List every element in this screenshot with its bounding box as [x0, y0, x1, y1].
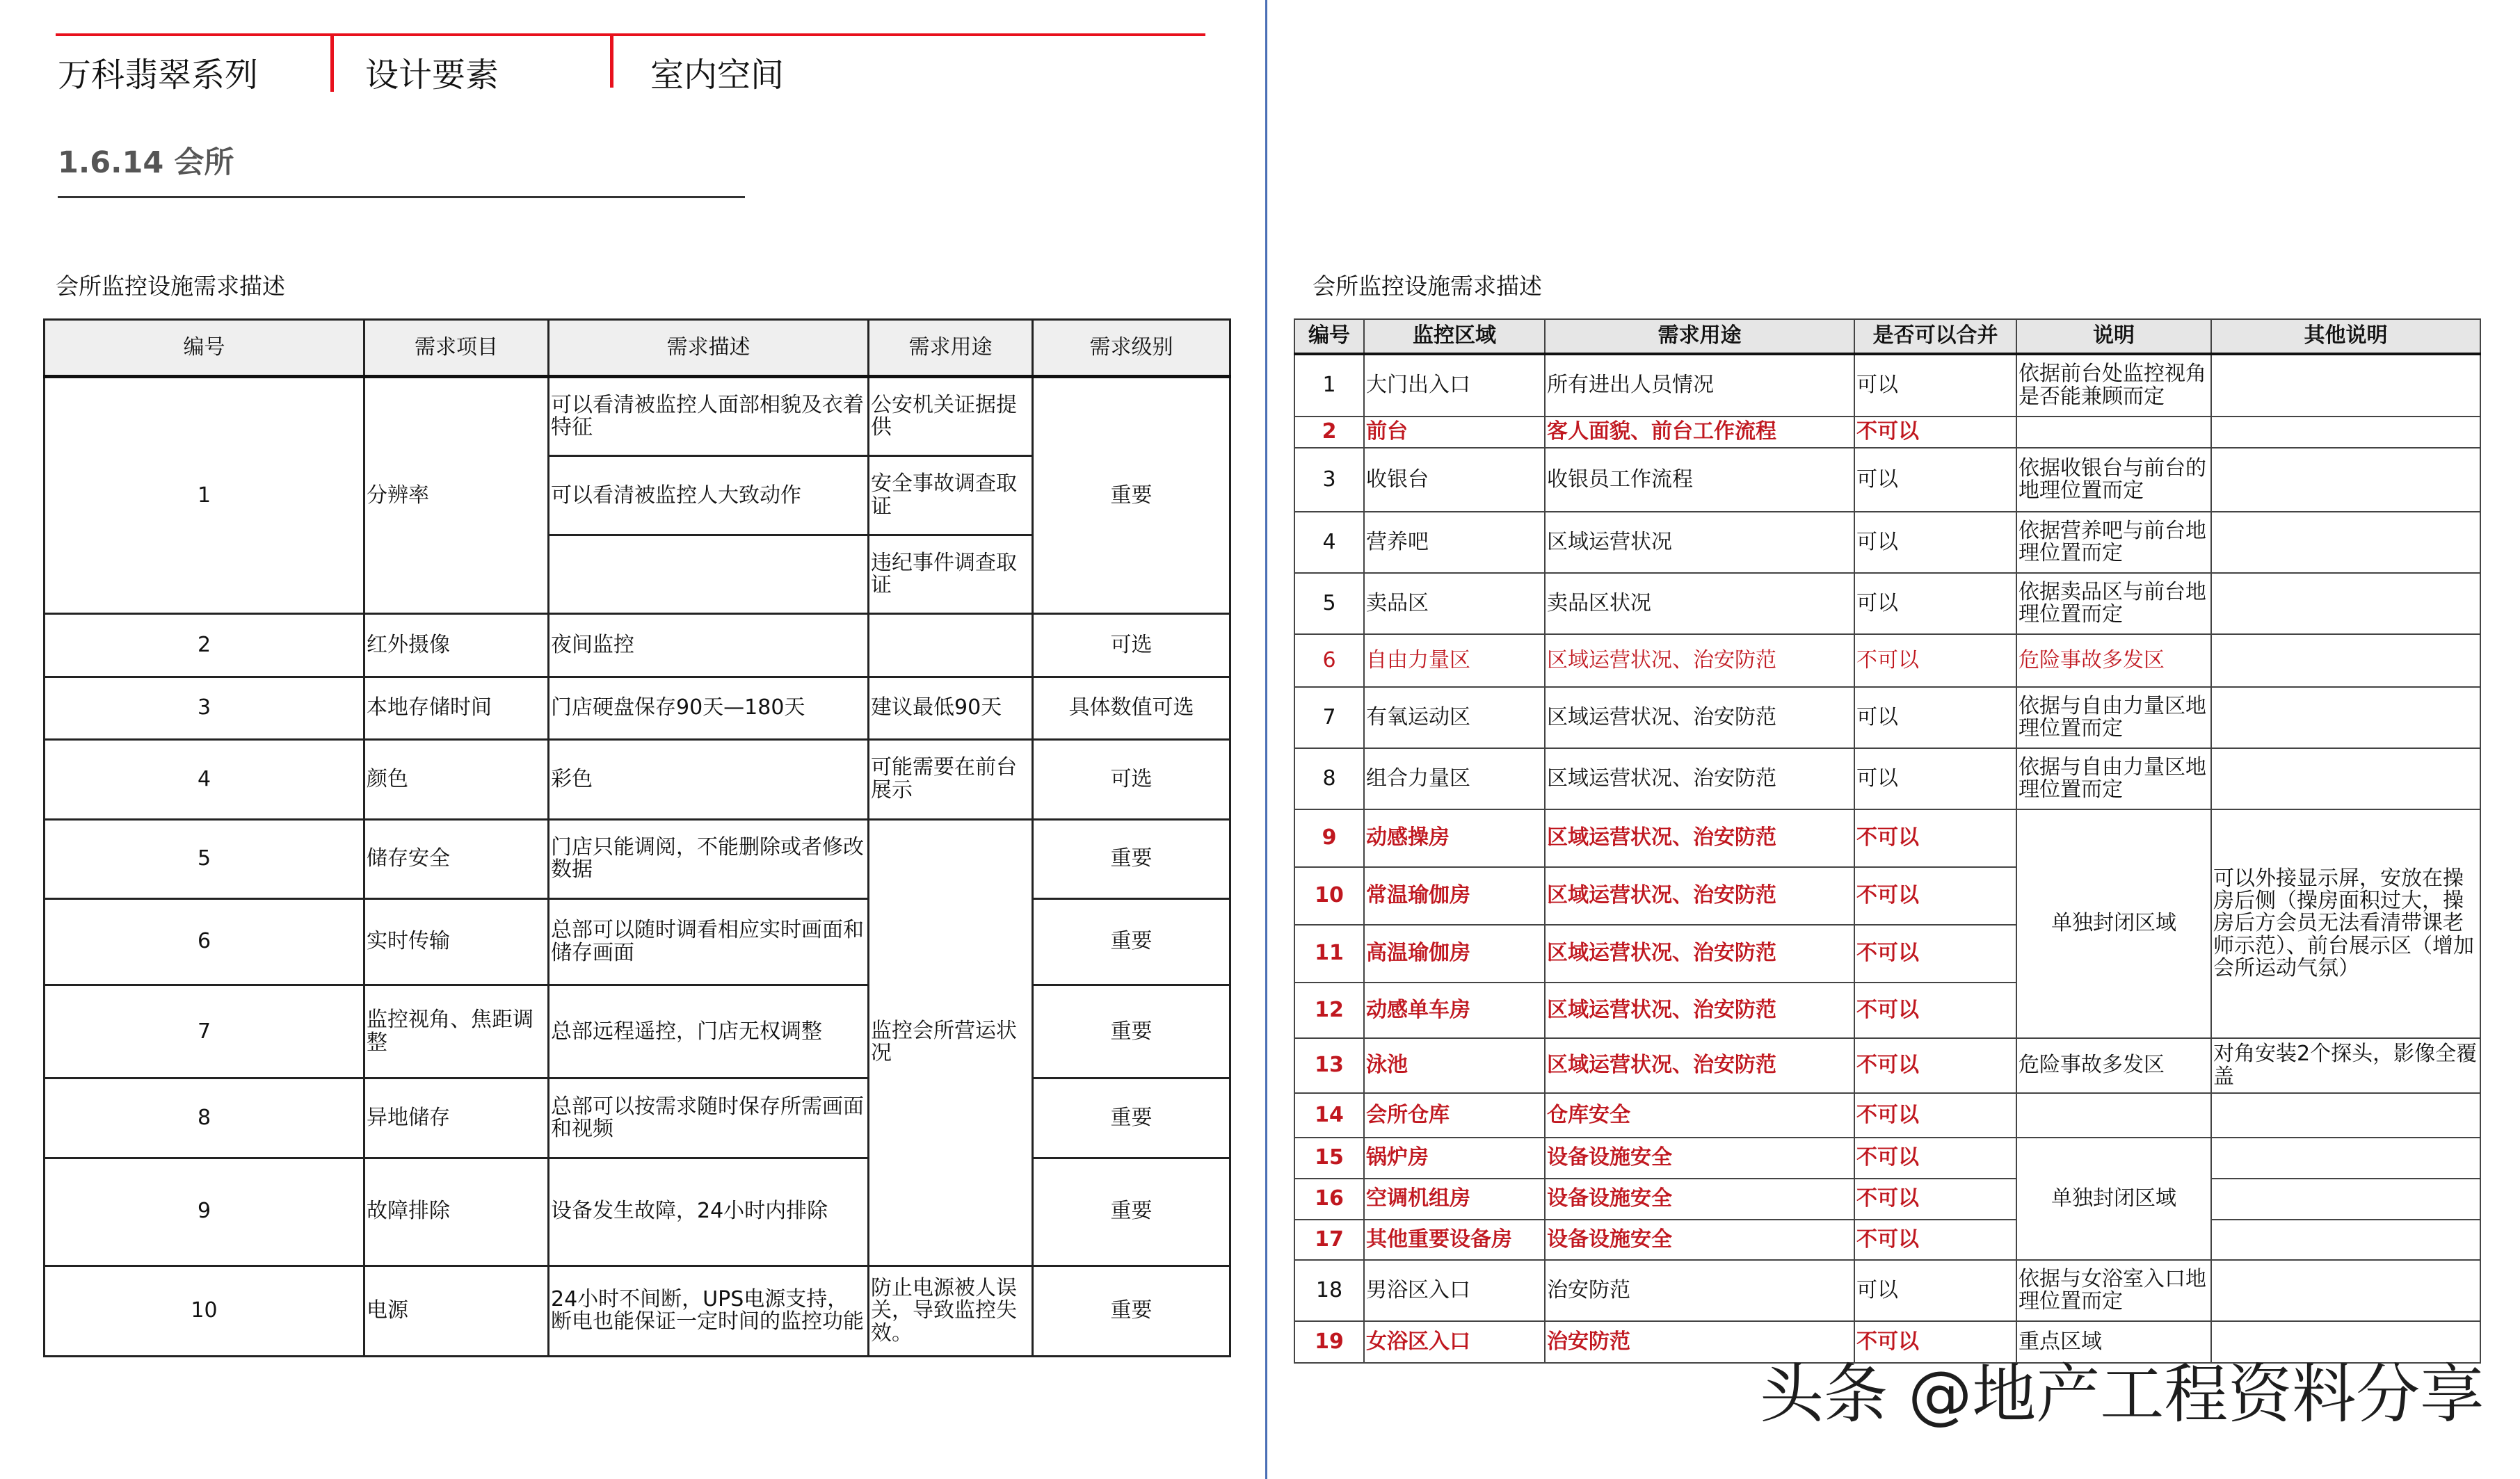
nav-series: 万科翡翠系列	[58, 56, 259, 95]
row-id: 5	[1294, 573, 1364, 634]
col-header: 监控区域	[1364, 319, 1545, 354]
table-row	[1294, 748, 2480, 809]
row-other	[2211, 1260, 2480, 1321]
row-id: 10	[1294, 867, 1364, 925]
row-use: 区域运营状况	[1545, 512, 1854, 573]
table-row	[1294, 1260, 2480, 1321]
row-note: 依据收银台与前台的地理位置而定	[2016, 448, 2211, 512]
row-id: 10	[45, 1266, 364, 1356]
row-area: 收银台	[1364, 448, 1545, 512]
table-row	[45, 614, 1230, 677]
row-desc: 门店硬盘保存90天—180天	[549, 677, 869, 739]
row-other	[2211, 1321, 2480, 1363]
row-use: 收银员工作流程	[1545, 448, 1854, 512]
row-use: 区域运营状况、治安防范	[1545, 1038, 1854, 1093]
row-id: 8	[45, 1078, 364, 1158]
row-merge: 不可以	[1854, 1220, 2016, 1260]
row-area: 空调机组房	[1364, 1179, 1545, 1220]
row-merge: 不可以	[1854, 983, 2016, 1038]
row-level: 重要	[1033, 377, 1230, 614]
row-other	[2211, 512, 2480, 573]
row-item: 分辨率	[364, 377, 549, 614]
table-row	[1294, 417, 2480, 448]
right-monitoring-table	[1294, 318, 2481, 1364]
row-use: 可能需要在前台展示	[869, 739, 1033, 819]
row-item: 储存安全	[364, 819, 549, 898]
row-use: 治安防范	[1545, 1260, 1854, 1321]
header-red-tick-2	[610, 33, 613, 88]
row-level: 可选	[1033, 739, 1230, 819]
row-merge: 可以	[1854, 1260, 2016, 1321]
row-merge: 不可以	[1854, 1321, 2016, 1363]
row-area: 男浴区入口	[1364, 1260, 1545, 1321]
row-area: 锅炉房	[1364, 1138, 1545, 1179]
row-item: 颜色	[364, 739, 549, 819]
left-requirements-table	[43, 318, 1231, 1357]
row-desc: 可以看清被监控人面部相貌及衣着特征	[549, 377, 869, 456]
row-area: 大门出入口	[1364, 354, 1545, 417]
row-merge: 可以	[1854, 573, 2016, 634]
table-header-row	[45, 320, 1230, 377]
row-desc: 总部可以按需求随时保存所需画面和视频	[549, 1078, 869, 1158]
row-merge: 可以	[1854, 687, 2016, 748]
row-area: 动感单车房	[1364, 983, 1545, 1038]
row-use: 设备设施安全	[1545, 1220, 1854, 1260]
row-id: 13	[1294, 1038, 1364, 1093]
row-desc: 设备发生故障，24小时内排除	[549, 1158, 869, 1266]
row-note: 危险事故多发区	[2016, 1038, 2211, 1093]
row-id: 19	[1294, 1321, 1364, 1363]
section-title: 1.6.14 会所	[58, 145, 234, 180]
row-note	[2016, 1093, 2211, 1138]
header-red-tick-1	[330, 33, 334, 92]
nav-design-elements: 设计要素	[365, 56, 499, 95]
row-use: 区域运营状况、治安防范	[1545, 687, 1854, 748]
row-use: 公安机关证据提供	[869, 377, 1033, 456]
row-id: 3	[45, 677, 364, 739]
row-note: 依据与自由力量区地理位置而定	[2016, 748, 2211, 809]
table-row	[1294, 687, 2480, 748]
row-other-shared: 可以外接显示屏，安放在操房后侧（操房面积过大，操房后方会员无法看清带课老师示范）、前台展示区（增加会所运动气氛）	[2211, 809, 2480, 1038]
row-item: 红外摄像	[364, 614, 549, 677]
table-row	[45, 677, 1230, 739]
row-other	[2211, 448, 2480, 512]
col-header: 需求用途	[869, 320, 1033, 377]
row-use: 建议最低90天	[869, 677, 1033, 739]
right-table-caption: 会所监控设施需求描述	[1313, 273, 1542, 300]
row-id: 1	[1294, 354, 1364, 417]
table-row	[45, 1158, 1230, 1266]
row-id: 7	[1294, 687, 1364, 748]
row-area: 高温瑜伽房	[1364, 925, 1545, 983]
row-use: 违纪事件调查取证	[869, 535, 1033, 614]
row-id: 14	[1294, 1093, 1364, 1138]
table-row	[1294, 634, 2480, 687]
row-area: 前台	[1364, 417, 1545, 448]
row-desc: 彩色	[549, 739, 869, 819]
row-use-shared: 监控会所营运状况	[869, 819, 1033, 1266]
row-note: 依据营养吧与前台地理位置而定	[2016, 512, 2211, 573]
table-row	[1294, 1093, 2480, 1138]
row-desc: 门店只能调阅，不能删除或者修改数据	[549, 819, 869, 898]
row-area: 卖品区	[1364, 573, 1545, 634]
table-row	[1294, 1179, 2480, 1220]
row-merge: 不可以	[1854, 1093, 2016, 1138]
row-id: 16	[1294, 1179, 1364, 1220]
row-use: 防止电源被人误关，导致监控失效。	[869, 1266, 1033, 1356]
row-note: 依据与女浴室入口地理位置而定	[2016, 1260, 2211, 1321]
row-use: 安全事故调查取证	[869, 456, 1033, 535]
col-header: 是否可以合并	[1854, 319, 2016, 354]
table-row	[1294, 1038, 2480, 1093]
row-desc: 24小时不间断，UPS电源支持，断电也能保证一定时间的监控功能	[549, 1266, 869, 1356]
table-row	[1294, 448, 2480, 512]
row-use: 治安防范	[1545, 1321, 1854, 1363]
row-merge: 不可以	[1854, 867, 2016, 925]
row-use: 区域运营状况、治安防范	[1545, 748, 1854, 809]
row-level: 重要	[1033, 899, 1230, 985]
row-other	[2211, 417, 2480, 448]
row-other	[2211, 687, 2480, 748]
row-desc: 夜间监控	[549, 614, 869, 677]
row-other	[2211, 1093, 2480, 1138]
row-use	[869, 614, 1033, 677]
row-note: 危险事故多发区	[2016, 634, 2211, 687]
row-item: 故障排除	[364, 1158, 549, 1266]
row-area: 女浴区入口	[1364, 1321, 1545, 1363]
row-merge: 可以	[1854, 748, 2016, 809]
row-id: 6	[1294, 634, 1364, 687]
col-header: 编号	[1294, 319, 1364, 354]
table-row	[45, 899, 1230, 985]
row-level: 可选	[1033, 614, 1230, 677]
row-id: 17	[1294, 1220, 1364, 1260]
row-id: 2	[1294, 417, 1364, 448]
table-row	[45, 1078, 1230, 1158]
row-desc: 可以看清被监控人大致动作	[549, 456, 869, 535]
row-use: 设备设施安全	[1545, 1138, 1854, 1179]
table-row	[1294, 512, 2480, 573]
table-row	[1294, 809, 2480, 867]
row-merge: 不可以	[1854, 634, 2016, 687]
row-area: 动感操房	[1364, 809, 1545, 867]
row-use: 客人面貌、前台工作流程	[1545, 417, 1854, 448]
row-item: 监控视角、焦距调整	[364, 985, 549, 1078]
col-header: 需求用途	[1545, 319, 1854, 354]
row-desc	[549, 535, 869, 614]
row-id: 6	[45, 899, 364, 985]
row-level: 重要	[1033, 819, 1230, 898]
row-level: 重要	[1033, 985, 1230, 1078]
row-id: 9	[1294, 809, 1364, 867]
row-merge: 不可以	[1854, 1138, 2016, 1179]
col-header: 需求描述	[549, 320, 869, 377]
row-use: 卖品区状况	[1545, 573, 1854, 634]
row-other	[2211, 1138, 2480, 1179]
row-id: 9	[45, 1158, 364, 1266]
row-desc: 总部可以随时调看相应实时画面和储存画面	[549, 899, 869, 985]
table-header-row	[1294, 319, 2480, 354]
row-id: 5	[45, 819, 364, 898]
row-other	[2211, 1179, 2480, 1220]
row-id: 3	[1294, 448, 1364, 512]
row-other: 对角安装2个探头，影像全覆盖	[2211, 1038, 2480, 1093]
row-use: 区域运营状况、治安防范	[1545, 634, 1854, 687]
watermark: 头条 @地产工程资料分享	[1760, 1357, 2485, 1432]
col-header: 需求级别	[1033, 320, 1230, 377]
row-id: 4	[45, 739, 364, 819]
header-red-line	[56, 33, 1205, 36]
row-item: 电源	[364, 1266, 549, 1356]
row-use: 区域运营状况、治安防范	[1545, 867, 1854, 925]
row-use: 区域运营状况、治安防范	[1545, 809, 1854, 867]
row-id: 7	[45, 985, 364, 1078]
row-merge: 可以	[1854, 448, 2016, 512]
table-row	[1294, 1138, 2480, 1179]
row-id: 8	[1294, 748, 1364, 809]
row-merge: 不可以	[1854, 809, 2016, 867]
row-other	[2211, 354, 2480, 417]
row-id: 2	[45, 614, 364, 677]
row-use: 仓库安全	[1545, 1093, 1854, 1138]
row-level: 具体数值可选	[1033, 677, 1230, 739]
row-use: 所有进出人员情况	[1545, 354, 1854, 417]
row-merge: 不可以	[1854, 1038, 2016, 1093]
col-header: 说明	[2016, 319, 2211, 354]
row-area: 会所仓库	[1364, 1093, 1545, 1138]
row-note: 依据与自由力量区地理位置而定	[2016, 687, 2211, 748]
row-id: 11	[1294, 925, 1364, 983]
table-row	[45, 985, 1230, 1078]
row-other	[2211, 634, 2480, 687]
table-row	[45, 377, 1230, 456]
row-merge: 不可以	[1854, 1179, 2016, 1220]
row-id: 18	[1294, 1260, 1364, 1321]
nav-interior-space: 室内空间	[650, 56, 785, 95]
row-area: 有氧运动区	[1364, 687, 1545, 748]
table-row	[45, 819, 1230, 898]
row-area: 组合力量区	[1364, 748, 1545, 809]
left-table-caption: 会所监控设施需求描述	[56, 273, 285, 300]
table-row	[45, 739, 1230, 819]
row-id: 1	[45, 377, 364, 614]
row-area: 营养吧	[1364, 512, 1545, 573]
row-merge: 不可以	[1854, 925, 2016, 983]
col-header: 其他说明	[2211, 319, 2480, 354]
row-desc: 总部远程遥控，门店无权调整	[549, 985, 869, 1078]
row-id: 15	[1294, 1138, 1364, 1179]
table-row	[1294, 354, 2480, 417]
row-level: 重要	[1033, 1266, 1230, 1356]
section-underline	[58, 196, 745, 198]
row-note-shared: 单独封闭区域	[2016, 1138, 2211, 1260]
row-merge: 可以	[1854, 512, 2016, 573]
row-item: 实时传输	[364, 899, 549, 985]
row-merge: 不可以	[1854, 417, 2016, 448]
row-note	[2016, 417, 2211, 448]
row-use: 区域运营状况、治安防范	[1545, 983, 1854, 1038]
table-row	[45, 1266, 1230, 1356]
table-row	[1294, 573, 2480, 634]
row-area: 泳池	[1364, 1038, 1545, 1093]
row-other	[2211, 748, 2480, 809]
row-note: 重点区域	[2016, 1321, 2211, 1363]
row-id: 12	[1294, 983, 1364, 1038]
row-note-shared: 单独封闭区域	[2016, 809, 2211, 1038]
col-header: 编号	[45, 320, 364, 377]
row-area: 自由力量区	[1364, 634, 1545, 687]
row-use: 区域运营状况、治安防范	[1545, 925, 1854, 983]
row-merge: 可以	[1854, 354, 2016, 417]
table-row	[1294, 1321, 2480, 1363]
row-use: 设备设施安全	[1545, 1179, 1854, 1220]
row-item: 异地储存	[364, 1078, 549, 1158]
row-other	[2211, 1220, 2480, 1260]
row-note: 依据前台处监控视角是否能兼顾而定	[2016, 354, 2211, 417]
row-id: 4	[1294, 512, 1364, 573]
row-area: 其他重要设备房	[1364, 1220, 1545, 1260]
table-row	[1294, 1220, 2480, 1260]
row-other	[2211, 573, 2480, 634]
row-item: 本地存储时间	[364, 677, 549, 739]
row-level: 重要	[1033, 1078, 1230, 1158]
row-level: 重要	[1033, 1158, 1230, 1266]
page-divider	[1265, 0, 1267, 1479]
col-header: 需求项目	[364, 320, 549, 377]
row-note: 依据卖品区与前台地理位置而定	[2016, 573, 2211, 634]
row-area: 常温瑜伽房	[1364, 867, 1545, 925]
